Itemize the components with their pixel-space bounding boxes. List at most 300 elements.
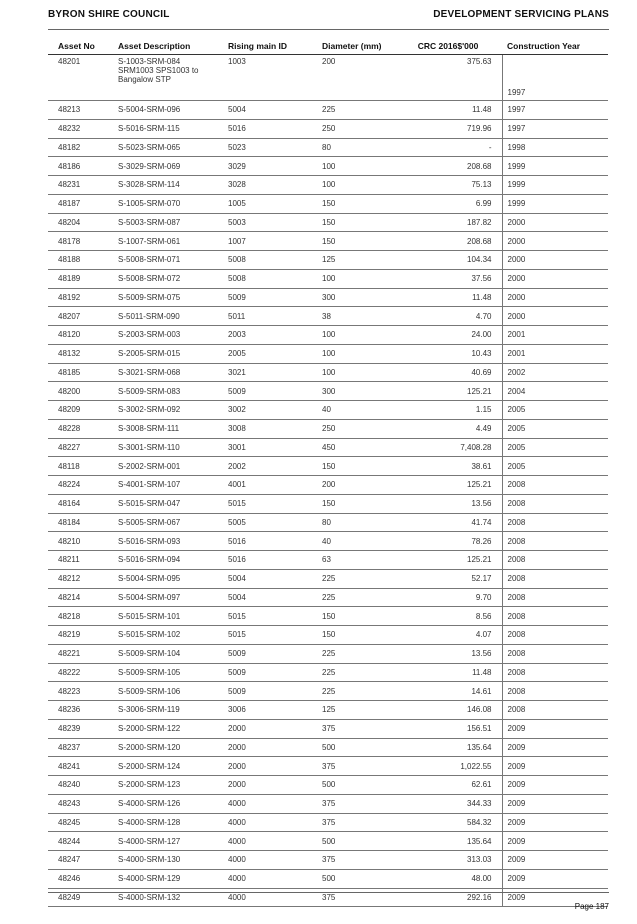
asset-description-cell: S-5005-SRM-067 — [113, 513, 223, 532]
asset-description-cell: S-4000-SRM-129 — [113, 869, 223, 888]
table-row — [48, 626, 608, 645]
asset-no-cell: 48187 — [48, 194, 113, 213]
diameter-cell: 40 — [317, 532, 394, 551]
rising-main-id-cell: 5011 — [223, 307, 317, 326]
header-divider — [48, 29, 609, 30]
asset-description-cell: S-5009-SRM-106 — [113, 682, 223, 701]
asset-description-cell: S-5011-SRM-090 — [113, 307, 223, 326]
diameter-cell: 500 — [317, 776, 394, 795]
crc-cell: 9.70 — [394, 588, 502, 607]
diameter-cell: 150 — [317, 194, 394, 213]
asset-description-cell: S-1007-SRM-061 — [113, 232, 223, 251]
rising-main-id-cell: 5004 — [223, 569, 317, 588]
organisation-name: BYRON SHIRE COUNCIL — [48, 9, 170, 20]
construction-year-cell: 2009 — [502, 832, 608, 851]
asset-description-cell: S-5015-SRM-101 — [113, 607, 223, 626]
diameter-cell: 375 — [317, 888, 394, 907]
table-row — [48, 382, 608, 401]
rising-main-id-cell: 4000 — [223, 813, 317, 832]
crc-cell: 48.00 — [394, 869, 502, 888]
asset-no-cell: 48223 — [48, 682, 113, 701]
rising-main-id-cell: 5015 — [223, 626, 317, 645]
construction-year-cell: 1997 — [502, 55, 608, 101]
construction-year-cell: 2008 — [502, 588, 608, 607]
crc-cell: 14.61 — [394, 682, 502, 701]
table-row — [48, 176, 608, 195]
rising-main-id-cell: 5015 — [223, 607, 317, 626]
diameter-cell: 100 — [317, 326, 394, 345]
asset-description-cell: S-4000-SRM-132 — [113, 888, 223, 907]
crc-cell: 344.33 — [394, 794, 502, 813]
construction-year-cell: 2009 — [502, 851, 608, 870]
column-header-construction-year: Construction Year — [502, 37, 608, 55]
asset-no-cell: 48243 — [48, 794, 113, 813]
asset-description-cell: S-5008-SRM-072 — [113, 269, 223, 288]
crc-cell: 4.07 — [394, 626, 502, 645]
rising-main-id-cell: 2002 — [223, 457, 317, 476]
rising-main-id-cell: 4000 — [223, 888, 317, 907]
rising-main-id-cell: 1007 — [223, 232, 317, 251]
crc-cell: 208.68 — [394, 157, 502, 176]
table-row — [48, 457, 608, 476]
diameter-cell: 450 — [317, 438, 394, 457]
table-row — [48, 363, 608, 382]
table-row — [48, 251, 608, 270]
table-row — [48, 101, 608, 120]
asset-description-cell: S-5016-SRM-094 — [113, 551, 223, 570]
table-row — [48, 307, 608, 326]
construction-year-cell: 2005 — [502, 419, 608, 438]
crc-cell: 37.56 — [394, 269, 502, 288]
rising-main-id-cell: 2000 — [223, 776, 317, 795]
construction-year-cell: 2000 — [502, 288, 608, 307]
construction-year-cell: 2008 — [502, 551, 608, 570]
asset-no-cell: 48211 — [48, 551, 113, 570]
diameter-cell: 375 — [317, 851, 394, 870]
asset-no-cell: 48245 — [48, 813, 113, 832]
table-row — [48, 194, 608, 213]
construction-year-cell: 2008 — [502, 701, 608, 720]
crc-cell: 208.68 — [394, 232, 502, 251]
crc-cell: 24.00 — [394, 326, 502, 345]
construction-year-cell: 2008 — [502, 569, 608, 588]
asset-description-cell: S-5015-SRM-047 — [113, 494, 223, 513]
rising-main-id-cell: 3001 — [223, 438, 317, 457]
asset-no-cell: 48222 — [48, 663, 113, 682]
construction-year-cell: 2008 — [502, 513, 608, 532]
construction-year-cell: 2000 — [502, 307, 608, 326]
construction-year-cell: 2005 — [502, 401, 608, 420]
asset-no-cell: 48178 — [48, 232, 113, 251]
column-header-asset-description: Asset Description — [113, 37, 223, 55]
table-row — [48, 851, 608, 870]
table-row — [48, 888, 608, 907]
table-row — [48, 607, 608, 626]
asset-description-cell: S-4000-SRM-130 — [113, 851, 223, 870]
rising-main-id-cell: 3006 — [223, 701, 317, 720]
asset-no-cell: 48200 — [48, 382, 113, 401]
crc-cell: 6.99 — [394, 194, 502, 213]
asset-description-cell: S-3002-SRM-092 — [113, 401, 223, 420]
table-row — [48, 532, 608, 551]
construction-year-cell: 2008 — [502, 644, 608, 663]
crc-cell: 11.48 — [394, 663, 502, 682]
asset-description-cell: S-2000-SRM-120 — [113, 738, 223, 757]
construction-year-cell: 2009 — [502, 719, 608, 738]
table-row — [48, 55, 608, 101]
asset-description-cell: S-1005-SRM-070 — [113, 194, 223, 213]
asset-no-cell: 48236 — [48, 701, 113, 720]
table-row — [48, 682, 608, 701]
asset-description-cell: S-4000-SRM-126 — [113, 794, 223, 813]
asset-description-cell: S-3029-SRM-069 — [113, 157, 223, 176]
diameter-cell: 125 — [317, 251, 394, 270]
asset-description-cell: S-5009-SRM-083 — [113, 382, 223, 401]
crc-cell: 292.16 — [394, 888, 502, 907]
rising-main-id-cell: 5003 — [223, 213, 317, 232]
rising-main-id-cell: 2000 — [223, 757, 317, 776]
asset-description-cell: S-3021-SRM-068 — [113, 363, 223, 382]
diameter-cell: 375 — [317, 794, 394, 813]
diameter-cell: 150 — [317, 626, 394, 645]
rising-main-id-cell: 5004 — [223, 588, 317, 607]
diameter-cell: 250 — [317, 119, 394, 138]
asset-no-cell: 48185 — [48, 363, 113, 382]
diameter-cell: 125 — [317, 701, 394, 720]
asset-no-cell: 48118 — [48, 457, 113, 476]
diameter-cell: 100 — [317, 157, 394, 176]
rising-main-id-cell: 5016 — [223, 551, 317, 570]
crc-cell: 11.48 — [394, 101, 502, 120]
asset-no-cell: 48201 — [48, 55, 113, 101]
diameter-cell: 225 — [317, 644, 394, 663]
crc-cell: 313.03 — [394, 851, 502, 870]
construction-year-cell: 2008 — [502, 532, 608, 551]
asset-no-cell: 48227 — [48, 438, 113, 457]
crc-cell: 375.63 — [394, 55, 502, 101]
rising-main-id-cell: 5015 — [223, 494, 317, 513]
table-body — [48, 55, 608, 907]
rising-main-id-cell: 3008 — [223, 419, 317, 438]
column-header-crc: CRC 2016$'000 — [394, 37, 502, 55]
diameter-cell: 500 — [317, 869, 394, 888]
asset-description-cell: S-3028-SRM-114 — [113, 176, 223, 195]
construction-year-cell: 2008 — [502, 494, 608, 513]
diameter-cell: 200 — [317, 55, 394, 101]
table-row — [48, 326, 608, 345]
rising-main-assets-table — [48, 37, 608, 907]
crc-cell: 156.51 — [394, 719, 502, 738]
asset-no-cell: 48120 — [48, 326, 113, 345]
asset-description-cell: S-5004-SRM-095 — [113, 569, 223, 588]
diameter-cell: 150 — [317, 607, 394, 626]
asset-no-cell: 48219 — [48, 626, 113, 645]
crc-cell: - — [394, 138, 502, 157]
crc-cell: 104.34 — [394, 251, 502, 270]
asset-no-cell: 48218 — [48, 607, 113, 626]
column-header-diameter: Diameter (mm) — [317, 37, 394, 55]
table-row — [48, 269, 608, 288]
crc-cell: 13.56 — [394, 494, 502, 513]
asset-no-cell: 48182 — [48, 138, 113, 157]
table-row — [48, 663, 608, 682]
crc-cell: 125.21 — [394, 551, 502, 570]
construction-year-cell: 1999 — [502, 157, 608, 176]
crc-cell: 10.43 — [394, 344, 502, 363]
asset-description-cell: S-5009-SRM-075 — [113, 288, 223, 307]
asset-no-cell: 48212 — [48, 569, 113, 588]
crc-cell: 4.70 — [394, 307, 502, 326]
construction-year-cell: 2000 — [502, 269, 608, 288]
construction-year-cell: 2008 — [502, 682, 608, 701]
table-row — [48, 138, 608, 157]
table-row — [48, 551, 608, 570]
construction-year-cell: 2001 — [502, 326, 608, 345]
crc-cell: 7,408.28 — [394, 438, 502, 457]
diameter-cell: 300 — [317, 382, 394, 401]
table-row — [48, 157, 608, 176]
construction-year-cell: 2005 — [502, 457, 608, 476]
construction-year-cell: 2001 — [502, 344, 608, 363]
asset-description-cell: S-5004-SRM-097 — [113, 588, 223, 607]
rising-main-id-cell: 5009 — [223, 663, 317, 682]
asset-no-cell: 48247 — [48, 851, 113, 870]
construction-year-cell: 2002 — [502, 363, 608, 382]
diameter-cell: 150 — [317, 494, 394, 513]
asset-no-cell: 48132 — [48, 344, 113, 363]
construction-year-cell: 1998 — [502, 138, 608, 157]
diameter-cell: 300 — [317, 288, 394, 307]
table-row — [48, 401, 608, 420]
asset-no-cell: 48228 — [48, 419, 113, 438]
crc-cell: 1,022.55 — [394, 757, 502, 776]
diameter-cell: 500 — [317, 832, 394, 851]
rising-main-id-cell: 3028 — [223, 176, 317, 195]
column-header-rising-main-id: Rising main ID — [223, 37, 317, 55]
construction-year-cell: 2005 — [502, 438, 608, 457]
diameter-cell: 100 — [317, 344, 394, 363]
crc-cell: 11.48 — [394, 288, 502, 307]
asset-no-cell: 48192 — [48, 288, 113, 307]
rising-main-id-cell: 3002 — [223, 401, 317, 420]
asset-description-cell: S-3008-SRM-111 — [113, 419, 223, 438]
diameter-cell: 225 — [317, 569, 394, 588]
table-row — [48, 644, 608, 663]
asset-description-cell: S-2003-SRM-003 — [113, 326, 223, 345]
rising-main-id-cell: 5004 — [223, 101, 317, 120]
asset-description-cell: S-5009-SRM-105 — [113, 663, 223, 682]
construction-year-cell: 2008 — [502, 607, 608, 626]
asset-description-cell: S-1003-SRM-084 SRM1003 SPS1003 to Bangalow STP — [113, 55, 223, 101]
asset-description-cell: S-2005-SRM-015 — [113, 344, 223, 363]
asset-no-cell: 48239 — [48, 719, 113, 738]
rising-main-id-cell: 5008 — [223, 269, 317, 288]
asset-no-cell: 48224 — [48, 476, 113, 495]
asset-no-cell: 48207 — [48, 307, 113, 326]
diameter-cell: 375 — [317, 813, 394, 832]
construction-year-cell: 1999 — [502, 176, 608, 195]
rising-main-id-cell: 4000 — [223, 794, 317, 813]
crc-cell: 62.61 — [394, 776, 502, 795]
diameter-cell: 80 — [317, 513, 394, 532]
crc-cell: 4.49 — [394, 419, 502, 438]
asset-description-cell: S-5016-SRM-093 — [113, 532, 223, 551]
crc-cell: 40.69 — [394, 363, 502, 382]
rising-main-id-cell: 4001 — [223, 476, 317, 495]
construction-year-cell: 2000 — [502, 232, 608, 251]
crc-cell: 187.82 — [394, 213, 502, 232]
rising-main-id-cell: 5008 — [223, 251, 317, 270]
table-row — [48, 738, 608, 757]
rising-main-id-cell: 5023 — [223, 138, 317, 157]
document-title: DEVELOPMENT SERVICING PLANS — [433, 9, 609, 20]
crc-cell: 75.13 — [394, 176, 502, 195]
rising-main-id-cell: 5009 — [223, 382, 317, 401]
asset-description-cell: S-2000-SRM-122 — [113, 719, 223, 738]
diameter-cell: 225 — [317, 588, 394, 607]
table-row — [48, 438, 608, 457]
asset-no-cell: 48189 — [48, 269, 113, 288]
construction-year-cell: 2000 — [502, 213, 608, 232]
crc-cell: 78.26 — [394, 532, 502, 551]
crc-cell: 135.64 — [394, 738, 502, 757]
table-row — [48, 832, 608, 851]
construction-year-cell: 2009 — [502, 869, 608, 888]
asset-no-cell: 48241 — [48, 757, 113, 776]
asset-no-cell: 48210 — [48, 532, 113, 551]
table-row — [48, 588, 608, 607]
construction-year-cell: 1997 — [502, 119, 608, 138]
asset-description-cell: S-5003-SRM-087 — [113, 213, 223, 232]
rising-main-id-cell: 4000 — [223, 851, 317, 870]
table-row — [48, 476, 608, 495]
asset-no-cell: 48237 — [48, 738, 113, 757]
table-row — [48, 794, 608, 813]
table-row — [48, 232, 608, 251]
table-row — [48, 119, 608, 138]
diameter-cell: 40 — [317, 401, 394, 420]
asset-description-cell: S-5004-SRM-096 — [113, 101, 223, 120]
asset-no-cell: 48188 — [48, 251, 113, 270]
asset-no-cell: 48232 — [48, 119, 113, 138]
asset-description-cell: S-2002-SRM-001 — [113, 457, 223, 476]
table-row — [48, 288, 608, 307]
diameter-cell: 375 — [317, 719, 394, 738]
construction-year-cell: 1999 — [502, 194, 608, 213]
asset-description-cell: S-5008-SRM-071 — [113, 251, 223, 270]
construction-year-cell: 2009 — [502, 738, 608, 757]
rising-main-id-cell: 3029 — [223, 157, 317, 176]
diameter-cell: 150 — [317, 232, 394, 251]
column-header-asset-no: Asset No — [48, 37, 113, 55]
asset-no-cell: 48209 — [48, 401, 113, 420]
table-row — [48, 494, 608, 513]
asset-description-cell: S-3006-SRM-119 — [113, 701, 223, 720]
rising-main-id-cell: 3021 — [223, 363, 317, 382]
diameter-cell: 500 — [317, 738, 394, 757]
rising-main-id-cell: 1005 — [223, 194, 317, 213]
diameter-cell: 100 — [317, 363, 394, 382]
rising-main-id-cell: 2003 — [223, 326, 317, 345]
diameter-cell: 100 — [317, 269, 394, 288]
construction-year-cell: 2009 — [502, 794, 608, 813]
table-row — [48, 419, 608, 438]
crc-cell: 135.64 — [394, 832, 502, 851]
diameter-cell: 200 — [317, 476, 394, 495]
diameter-cell: 100 — [317, 176, 394, 195]
rising-main-id-cell: 4000 — [223, 832, 317, 851]
diameter-cell: 38 — [317, 307, 394, 326]
asset-description-cell: S-5015-SRM-102 — [113, 626, 223, 645]
asset-no-cell: 48240 — [48, 776, 113, 795]
table-row — [48, 719, 608, 738]
diameter-cell: 225 — [317, 101, 394, 120]
diameter-cell: 375 — [317, 757, 394, 776]
construction-year-cell: 2009 — [502, 757, 608, 776]
table-row — [48, 757, 608, 776]
asset-description-cell: S-5023-SRM-065 — [113, 138, 223, 157]
asset-description-cell: S-4001-SRM-107 — [113, 476, 223, 495]
construction-year-cell: 2009 — [502, 776, 608, 795]
table-row — [48, 513, 608, 532]
construction-year-cell: 2008 — [502, 663, 608, 682]
asset-description-cell: S-5009-SRM-104 — [113, 644, 223, 663]
rising-main-id-cell: 4000 — [223, 869, 317, 888]
construction-year-cell: 2008 — [502, 476, 608, 495]
asset-description-cell: S-2000-SRM-124 — [113, 757, 223, 776]
asset-no-cell: 48221 — [48, 644, 113, 663]
asset-no-cell: 48246 — [48, 869, 113, 888]
asset-no-cell: 48186 — [48, 157, 113, 176]
table-row — [48, 869, 608, 888]
diameter-cell: 150 — [317, 457, 394, 476]
rising-main-id-cell: 5009 — [223, 644, 317, 663]
table-row — [48, 776, 608, 795]
crc-cell: 13.56 — [394, 644, 502, 663]
table-row — [48, 701, 608, 720]
asset-no-cell: 48164 — [48, 494, 113, 513]
construction-year-cell: 2008 — [502, 626, 608, 645]
crc-cell: 8.56 — [394, 607, 502, 626]
diameter-cell: 80 — [317, 138, 394, 157]
crc-cell: 584.32 — [394, 813, 502, 832]
diameter-cell: 150 — [317, 213, 394, 232]
diameter-cell: 250 — [317, 419, 394, 438]
construction-year-cell: 2009 — [502, 888, 608, 907]
asset-description-cell: S-5016-SRM-115 — [113, 119, 223, 138]
crc-cell: 52.17 — [394, 569, 502, 588]
rising-main-id-cell: 2005 — [223, 344, 317, 363]
asset-no-cell: 48184 — [48, 513, 113, 532]
footer-divider — [48, 892, 609, 893]
construction-year-cell: 2004 — [502, 382, 608, 401]
table-row — [48, 213, 608, 232]
rising-main-id-cell: 5016 — [223, 532, 317, 551]
crc-cell: 41.74 — [394, 513, 502, 532]
rising-main-id-cell: 5009 — [223, 682, 317, 701]
diameter-cell: 225 — [317, 663, 394, 682]
asset-description-cell: S-2000-SRM-123 — [113, 776, 223, 795]
asset-no-cell: 48204 — [48, 213, 113, 232]
crc-cell: 1.15 — [394, 401, 502, 420]
asset-no-cell: 48249 — [48, 888, 113, 907]
table-header-row — [48, 37, 608, 55]
table-row — [48, 344, 608, 363]
rising-main-id-cell: 5009 — [223, 288, 317, 307]
asset-no-cell: 48231 — [48, 176, 113, 195]
table-row — [48, 569, 608, 588]
rising-main-id-cell: 2000 — [223, 719, 317, 738]
